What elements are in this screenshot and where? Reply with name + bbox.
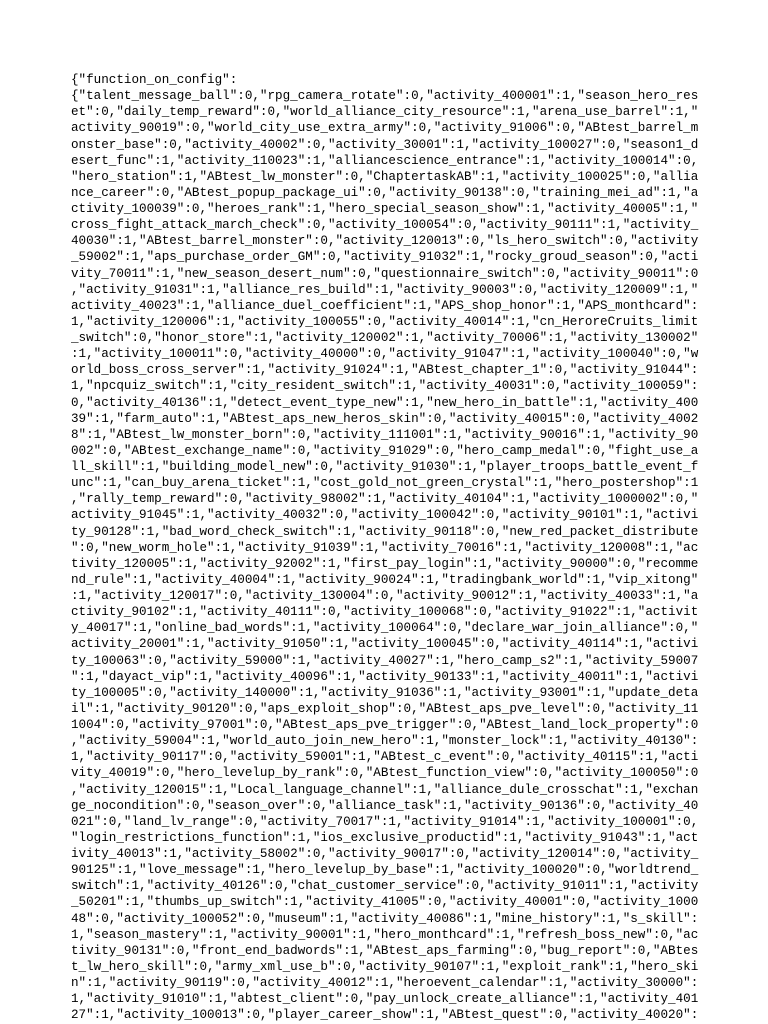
text-line: ctivity_90102":1,"activity_40111":0,"activity_100068":0,"activity_91022":1,"activit xyxy=(71,605,699,620)
text-line: n":1,"activity_90119":0,"activity_40012":1,"heroevent_calendar":1,"activity_30000": xyxy=(71,976,699,990)
text-line: activity_90019":0,"world_city_use_extra_army":0,"activity_91006":0,"ABtest_barrel_m xyxy=(71,121,699,136)
text-line: 1004":0,"activity_97001":0,"ABtest_aps_pve_trigger":0,"ABtest_land_lock_property":0 xyxy=(71,718,699,732)
text-line: et":0,"daily_temp_reward":0,"world_alliance_city_resource":1,"arena_use_barrel":1," xyxy=(71,105,699,120)
text-line: :1,"activity_100011":0,"activity_40000":0,"activity_91047":1,"activity_100040":0,"w xyxy=(71,347,699,362)
text-line: 90125":1,"love_message":1,"hero_levelup_by_base":1,"activity_100020":0,"worldtrend_ xyxy=(71,863,699,878)
text-line: ty_90128":1,"bad_word_check_switch":1,"activity_90118":0,"new_red_packet_distribute xyxy=(71,524,699,539)
text-line: esert_func":1,"activity_110023":1,"alliancescience_entrance":1,"activity_100014":0, xyxy=(71,153,699,168)
text-line: {"function_on_config": xyxy=(71,73,238,87)
text-line: {"talent_message_ball":0,"rpg_camera_rotate":0,"activity_400001":1,"season_hero_res xyxy=(71,89,699,104)
text-line: ty_100005":0,"activity_140000":1,"activity_91036":1,"activity_93001":1,"update_deta xyxy=(71,685,699,700)
text-line: activity_91045":1,"activity_40032":0,"activity_100042":0,"activity_90101":1,"activi xyxy=(71,508,699,523)
text-line: 1,"npcquiz_switch":1,"city_resident_switch":1,"activity_40031":0,"activity_100059": xyxy=(71,379,699,394)
text-line: tivity_120005":1,"activity_92002":1,"first_pay_login":1,"activity_90000":0,"recomme xyxy=(71,556,699,571)
text-line: ":0,"new_worm_hole":1,"activity_91039":1,"activity_70016":1,"activity_120008":1,"ac xyxy=(71,540,699,555)
text-line: "login_restrictions_function":1,"ios_exclusive_productid":1,"activity_91043":1,"act xyxy=(71,830,699,845)
text-line: ,"activity_59004":1,"world_auto_join_new_hero":1,"monster_lock":1,"activity_40130": xyxy=(71,734,699,749)
text-line: switch":1,"activity_40126":0,"chat_customer_service":0,"activity_91011":1,"activity xyxy=(71,879,699,894)
text-line: 1,"season_mastery":1,"activity_90001":1,"hero_monthcard":1,"refresh_boss_new":0,"ac xyxy=(71,927,699,942)
text-line: ivity_40013":1,"activity_58002":0,"activity_90017":0,"activity_120014":0,"activity_ xyxy=(71,847,699,861)
text-line: 0,"activity_40136":1,"detect_event_type_new":1,"new_hero_in_battle":1,"activity_400 xyxy=(71,395,699,410)
text-line: y_40017":1,"online_bad_words":1,"activity_100064":0,"declare_war_join_alliance":0," xyxy=(71,621,699,636)
text-line: :1,"activity_120017":0,"activity_130004":0,"activity_90012":1,"activity_40033":1,"a xyxy=(71,589,699,603)
text-line: activity_40023":1,"alliance_duel_coefficient":1,"APS_shop_honor":1,"APS_monthcard": xyxy=(71,298,699,313)
text-line: ctivity_100039":0,"heroes_rank":1,"hero_special_season_show":1,"activity_40005":1," xyxy=(71,202,699,216)
text-line: _switch":0,"honor_store":1,"activity_120002":1,"activity_70006":1,"activity_130002" xyxy=(71,331,699,345)
text-line: "hero_station":1,"ABtest_lw_monster":0,"ChaptertaskAB":1,"activity_100025":0,"allia xyxy=(71,169,699,184)
text-line: 021":0,"land_lv_range":0,"activity_70017":1,"activity_91014":1,"activity_100001":0, xyxy=(71,814,699,829)
text-line: il":1,"activity_90120":0,"aps_exploit_shop":0,"ABtest_aps_pve_level":0,"activity_11 xyxy=(71,701,699,716)
text-line: activity_20001":1,"activity_91050":1,"activity_100045":0,"activity_40114":1,"activi xyxy=(71,637,699,652)
text-line: ll_skill":1,"building_model_new":0,"activity_91030":1,"player_troops_battle_event_f xyxy=(71,460,699,474)
text-line: cross_fight_attack_march_check":0,"activity_100054":0,"activity_90111":1,"activity_ xyxy=(71,218,699,233)
text-line: t_lw_hero_skill":0,"army_xml_use_b":0,"activity_90107":1,"exploit_rank":1,"hero_ski xyxy=(71,959,699,974)
text-line: 8":1,"ABtest_lw_monster_born":0,"activity_111001":1,"activity_90016":1,"activity_90 xyxy=(71,427,699,442)
text-line: onster_base":0,"activity_40002":0,"activity_30001":1,"activity_100027":0,"season1_d xyxy=(71,137,699,152)
text-line: ,"rally_temp_reward":0,"activity_98002":1,"activity_40104":1,"activity_1000002":0," xyxy=(71,492,699,507)
text-line: nce_career":0,"ABtest_popup_package_ui":0,"activity_90138":0,"training_mei_ad":1,"a xyxy=(71,185,699,200)
text-line: unc":1,"can_buy_arena_ticket":1,"cost_gold_not_green_crystal":1,"hero_postershop":1 xyxy=(71,476,699,491)
text-line: 1,"activity_120006":1,"activity_100055":0,"activity_40014":1,"cn_HeroreCruits_limit xyxy=(71,314,699,329)
text-line: 48":0,"activity_100052":0,"museum":1,"activity_40086":1,"mine_history":1,"s_skill": xyxy=(71,911,699,926)
text-line: 002":0,"ABtest_exchange_name":0,"activity_91029":0,"hero_camp_medal":0,"fight_use_a xyxy=(71,443,699,458)
text-line: orld_boss_cross_server":1,"activity_91024":1,"ABtest_chapter_1":0,"activity_91044": xyxy=(71,363,699,378)
text-line: 40030":1,"ABtest_barrel_monster":0,"activity_120013":0,"ls_hero_switch":0,"activity xyxy=(71,234,699,249)
document-page xyxy=(71,72,701,1023)
text-line: nd_rule":1,"activity_40004":1,"activity_90024":1,"tradingbank_world":1,"vip_xitong" xyxy=(71,572,699,587)
text-line: _59002":1,"aps_purchase_order_GM":0,"activity_91032":1,"rocky_groud_season":0,"acti xyxy=(71,250,699,265)
text-line: 1,"activity_91010":1,"abtest_client":0,"pay_unlock_create_alliance":1,"activity_401 xyxy=(71,992,699,1007)
text-line: 27":1,"activity_100013":0,"player_career_show":1,"ABtest_quest":0,"activity_40020": xyxy=(71,1008,699,1023)
text-line: _50201":1,"thumbs_up_switch":1,"activity_41005":0,"activity_40001":0,"activity_1000 xyxy=(71,895,699,910)
text-line: 39":1,"farm_auto":1,"ABtest_aps_new_heros_skin":0,"activity_40015":0,"activity_4002 xyxy=(71,411,699,426)
text-line: ,"activity_91031":1,"alliance_res_build":1,"activity_90003":0,"activity_120009":1," xyxy=(71,282,699,297)
text-line: ,"activity_120015":1,"Local_language_channel":1,"alliance_dule_crosschat":1,"exchan xyxy=(71,782,699,797)
text-line: ty_100063":0,"activity_59000":1,"activity_40027":1,"hero_camp_s2":1,"activity_59007 xyxy=(71,653,699,668)
text-line: tivity_90131":0,"front_end_badwords":1,"ABtest_aps_farming":0,"bug_report":0,"ABtes xyxy=(71,943,699,958)
text-line: vity_70011":1,"new_season_desert_num":0,"questionnaire_switch":0,"activity_90011":0 xyxy=(71,266,699,281)
text-line: vity_40019":0,"hero_levelup_by_rank":0,"ABtest_function_view":0,"activity_100050":0 xyxy=(71,766,699,781)
text-line: 1,"activity_90117":0,"activity_59001":1,"ABtest_c_event":0,"activity_40115":1,"acti xyxy=(71,750,699,765)
text-line: ge_nocondition":0,"season_over":0,"alliance_task":1,"activity_90136":0,"activity_40 xyxy=(71,798,699,813)
text-line: ":1,"dayact_vip":1,"activity_40096":1,"activity_90133":1,"activity_40011":1,"activi xyxy=(71,669,699,684)
